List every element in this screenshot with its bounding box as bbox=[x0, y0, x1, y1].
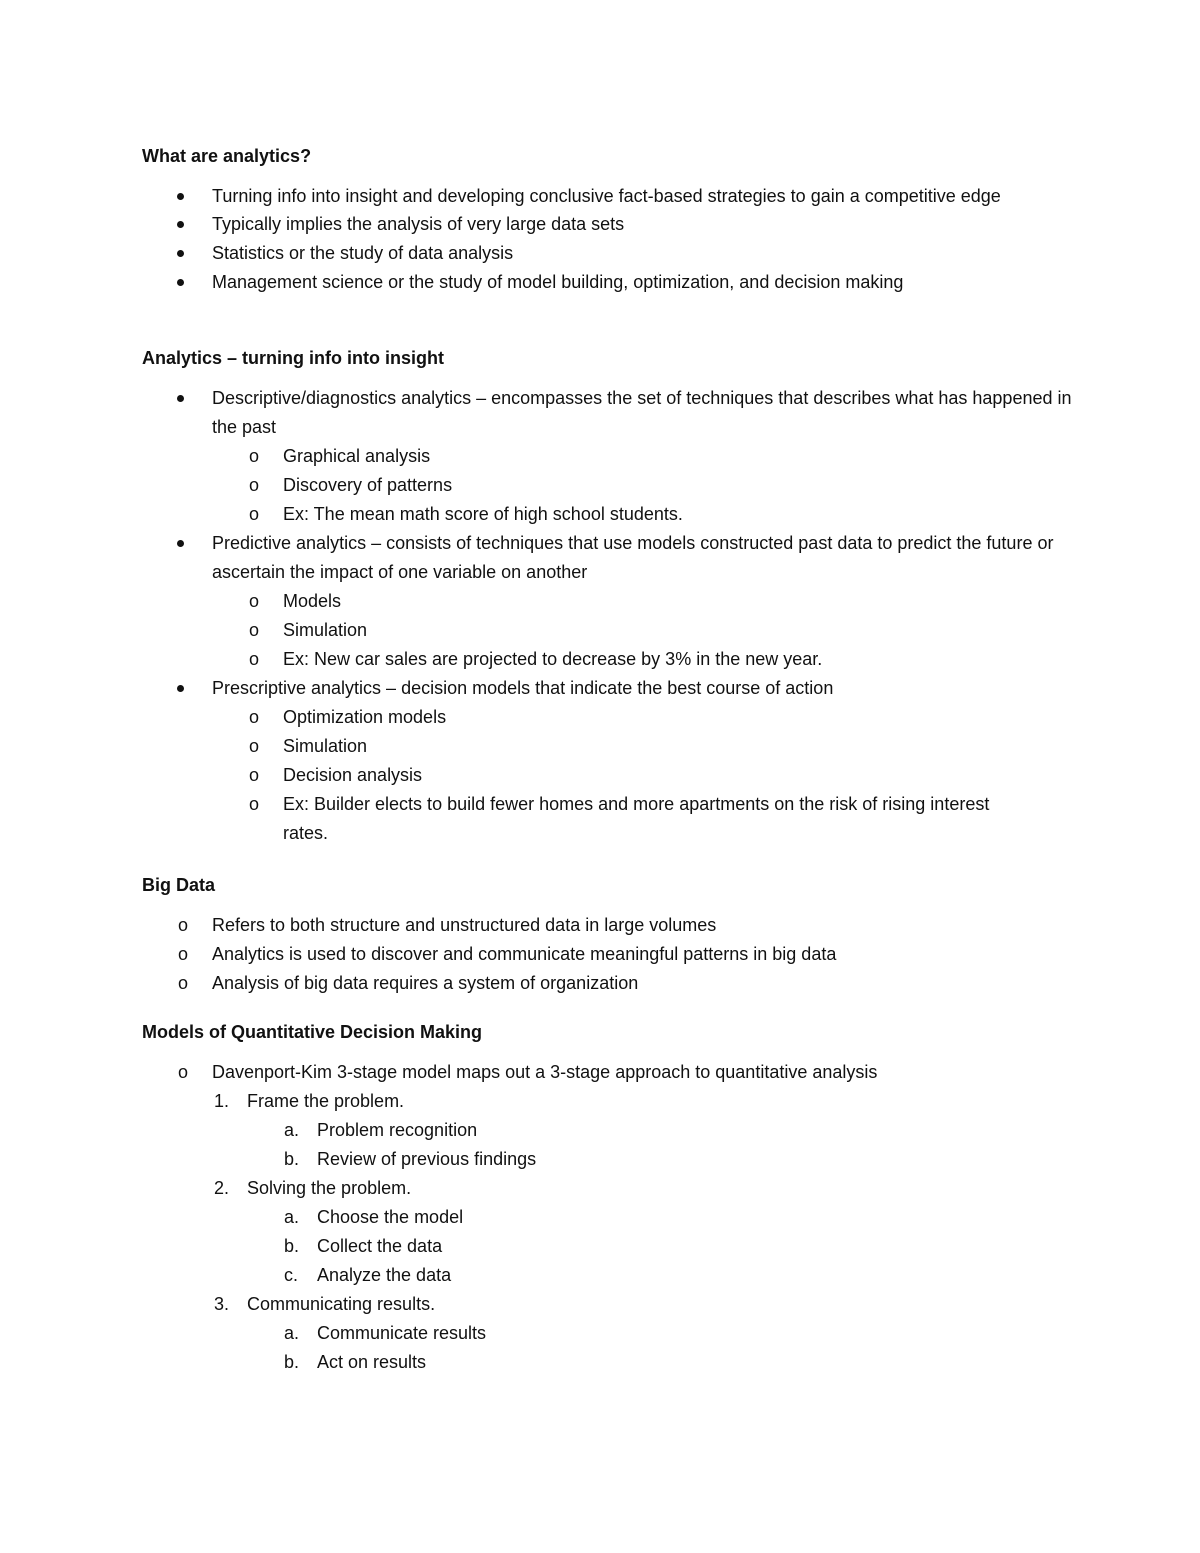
list-letter: a. bbox=[284, 1207, 300, 1227]
numbered-item bbox=[142, 1087, 1072, 1116]
list-item bbox=[142, 529, 1072, 587]
list-item-text: Statistics or the study of data analysis bbox=[212, 243, 514, 263]
sub-list-item bbox=[142, 500, 1072, 529]
list-item bbox=[142, 911, 1072, 940]
lettered-item bbox=[142, 1203, 1072, 1232]
list-item-text: Act on results bbox=[317, 1352, 427, 1372]
circle-bullet-icon: o bbox=[249, 620, 260, 640]
list-item-text: Choose the model bbox=[317, 1207, 464, 1227]
bullet-icon bbox=[177, 685, 184, 692]
list-item bbox=[142, 239, 1072, 268]
list-letter: b. bbox=[284, 1352, 300, 1372]
list-item bbox=[142, 940, 1072, 969]
list-letter: b. bbox=[284, 1149, 300, 1169]
lettered-item bbox=[142, 1232, 1072, 1261]
list-item-text: Communicating results. bbox=[247, 1294, 436, 1314]
bullet-icon bbox=[177, 221, 184, 228]
list-letter: b. bbox=[284, 1236, 300, 1256]
bullet-icon bbox=[177, 193, 184, 200]
lettered-item bbox=[142, 1145, 1072, 1174]
list-item-text: Problem recognition bbox=[317, 1120, 478, 1140]
section-heading: Analytics – turning info into insight bbox=[142, 348, 444, 368]
list-item-text: Ex: New car sales are projected to decrease by 3% in the new year. bbox=[283, 649, 823, 669]
list-item-text: Discovery of patterns bbox=[283, 475, 453, 495]
list-item-text: Analysis of big data requires a system of organization bbox=[212, 973, 639, 993]
lettered-item bbox=[142, 1116, 1072, 1145]
list-item-text: Management science or the study of model building, optimization, and decision making bbox=[212, 272, 904, 292]
sub-list-item bbox=[142, 471, 1072, 500]
sub-list-item bbox=[142, 732, 1072, 761]
list-item-text: Predictive analytics – consists of techniques that use models constructed past data to predict the future or ascertain the impact of one variable on another bbox=[212, 533, 1054, 582]
list-item bbox=[142, 182, 1072, 210]
circle-bullet-icon: o bbox=[249, 504, 260, 524]
section-heading: What are analytics? bbox=[142, 146, 312, 166]
bullet-icon bbox=[177, 279, 184, 286]
list-item-text: Analytics is used to discover and communicate meaningful patterns in big data bbox=[212, 944, 837, 964]
bullet-icon bbox=[177, 540, 184, 547]
sub-list-item bbox=[142, 703, 1072, 732]
circle-bullet-icon: o bbox=[249, 736, 260, 756]
sub-list-item bbox=[142, 790, 1072, 848]
list-number: 1. bbox=[214, 1091, 230, 1111]
list-item-text: Optimization models bbox=[283, 707, 447, 727]
list-item-text: Simulation bbox=[283, 620, 368, 640]
list-letter: a. bbox=[284, 1323, 300, 1343]
sub-list-item bbox=[142, 442, 1072, 471]
section-what-are-analytics bbox=[142, 144, 1072, 297]
sub-list-item bbox=[142, 761, 1072, 790]
list-item bbox=[142, 384, 1072, 442]
list-item-text: Solving the problem. bbox=[247, 1178, 412, 1198]
circle-bullet-icon: o bbox=[178, 915, 189, 935]
circle-bullet-icon: o bbox=[249, 649, 260, 669]
list-item-text: Ex: Builder elects to build fewer homes and more apartments on the risk of rising interest rates. bbox=[283, 794, 990, 843]
circle-bullet-icon: o bbox=[249, 707, 260, 727]
circle-bullet-icon: o bbox=[178, 973, 189, 993]
list-item-text: Communicate results bbox=[317, 1323, 487, 1343]
section-quantitative-decision-making bbox=[142, 1020, 1072, 1377]
list-item bbox=[142, 1058, 1072, 1087]
list-letter: c. bbox=[284, 1265, 299, 1285]
circle-bullet-icon: o bbox=[249, 591, 260, 611]
list-item-text: Prescriptive analytics – decision models that indicate the best course of action bbox=[212, 678, 834, 698]
list-item-text: Models bbox=[283, 591, 342, 611]
list-item-text: Decision analysis bbox=[283, 765, 423, 785]
bullet-icon bbox=[177, 250, 184, 257]
list-item-text: Collect the data bbox=[317, 1236, 443, 1256]
lettered-item bbox=[142, 1319, 1072, 1348]
list-item-text: Turning info into insight and developing conclusive fact-based strategies to gain a competitive edge bbox=[212, 186, 1001, 206]
list-item-text: Refers to both structure and unstructured data in large volumes bbox=[212, 915, 717, 935]
lettered-item bbox=[142, 1261, 1072, 1290]
circle-bullet-icon: o bbox=[249, 765, 260, 785]
list-item-text: Frame the problem. bbox=[247, 1091, 405, 1111]
numbered-item bbox=[142, 1290, 1072, 1319]
list-item-text: Graphical analysis bbox=[283, 446, 431, 466]
list-item-text: Analyze the data bbox=[317, 1265, 452, 1285]
list-number: 3. bbox=[214, 1294, 230, 1314]
lettered-item bbox=[142, 1348, 1072, 1377]
circle-bullet-icon: o bbox=[249, 446, 260, 466]
circle-bullet-icon: o bbox=[249, 475, 260, 495]
list-item-text: Review of previous findings bbox=[317, 1149, 537, 1169]
list-number: 2. bbox=[214, 1178, 230, 1198]
list-item-text: Typically implies the analysis of very large data sets bbox=[212, 214, 625, 234]
numbered-item bbox=[142, 1174, 1072, 1203]
sub-list-item bbox=[142, 587, 1072, 616]
list-item bbox=[142, 969, 1072, 998]
list-letter: a. bbox=[284, 1120, 300, 1140]
list-item bbox=[142, 674, 1072, 703]
list-item-text: Ex: The mean math score of high school students. bbox=[283, 504, 683, 524]
list-item bbox=[142, 210, 1072, 239]
section-big-data bbox=[142, 873, 1072, 998]
list-item-text: Descriptive/diagnostics analytics – encompasses the set of techniques that describes what has happened in the past bbox=[212, 388, 1072, 437]
list-item bbox=[142, 268, 1072, 297]
bullet-icon bbox=[177, 395, 184, 402]
list-item-text: Davenport-Kim 3-stage model maps out a 3-stage approach to quantitative analysis bbox=[212, 1062, 878, 1082]
section-heading: Big Data bbox=[142, 875, 216, 895]
section-heading: Models of Quantitative Decision Making bbox=[142, 1022, 483, 1042]
section-analytics-insight bbox=[142, 346, 1072, 848]
list-item-text: Simulation bbox=[283, 736, 368, 756]
circle-bullet-icon: o bbox=[178, 1062, 189, 1082]
sub-list-item bbox=[142, 616, 1072, 645]
sub-list-item bbox=[142, 645, 1072, 674]
circle-bullet-icon: o bbox=[249, 794, 260, 814]
circle-bullet-icon: o bbox=[178, 944, 189, 964]
